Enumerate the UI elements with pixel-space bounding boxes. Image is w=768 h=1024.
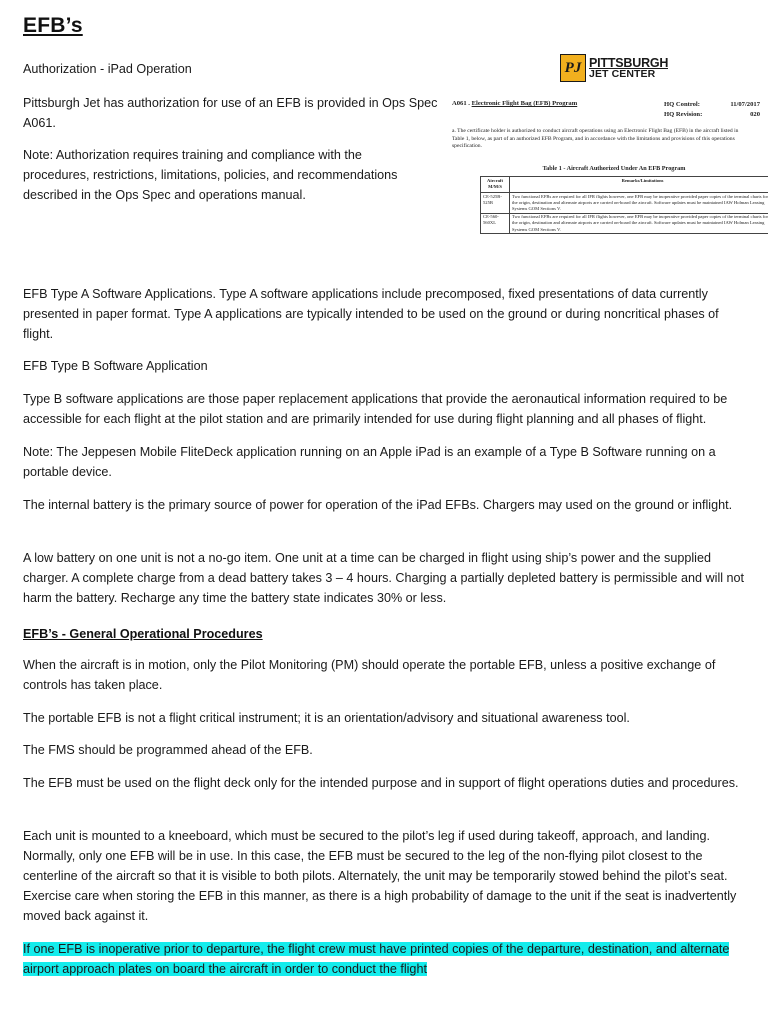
- inoperative-paragraph: [23, 940, 748, 980]
- remarks-cell: Two functional EFBs are required for all IFR flights however, one EFB may be inoperative provided paper copies of the terminal charts for the origin, destination and alternate airports are carried on-board the aircraft. Software updates must be maintained IAW Holman Leasing Systems GOM Sections V.: [510, 213, 768, 234]
- battery-paragraph: The internal battery is the primary source of power for operation of the iPad EFBs. Chargers may used on the ground or inflight.: [23, 498, 733, 512]
- logo-wordmark: [589, 55, 669, 80]
- kneeboard-paragraph: Each unit is mounted to a kneeboard, which must be secured to the pilot’s leg if used during takeoff, approach, and landing. Normally, only one EFB will be in use. In this case, the EFB must be secured to the leg of the non-flying pilot closest to the centerline of the aircraft so that it is visible to both pilots. Alternately, the unit may be temporarily stowed behind the pilot’s seat. Exercise care when storing the EFB in this manner, as there is a high probability of damage to the unit if the seat is inadvertently moved back against it.: [23, 829, 737, 923]
- page-title: EFB’s: [23, 14, 83, 37]
- column-aircraft: Aircraft M/M/S: [481, 177, 510, 193]
- table-row: [481, 213, 768, 234]
- column-remarks: Remarks/Limitations: [510, 177, 768, 193]
- inoperative-highlight: If one EFB is inoperative prior to departure, the flight crew must have printed copies of the departure, destination, and alternate airport approach plates on board the aircraft in order to conduct the flight: [23, 942, 730, 976]
- pittsburgh-jet-center-logo: [560, 52, 670, 84]
- general-procedures-heading: EFB’s - General Operational Procedures: [23, 627, 263, 641]
- ops-spec-paragraph: a. The certificate holder is authorized to conduct aircraft operations using an Electronic Flight Bag (EFB) in the aircraft listed in Table 1, below, as part of an authorized EFB Program, and in accordance with the limitations and provisions of this operations specification.: [452, 128, 739, 150]
- ops-spec-table-title: Table 1 - Aircraft Authorized Under An EFB Program: [542, 165, 686, 172]
- logo-badge-icon: PJ: [560, 54, 586, 82]
- type-a-paragraph: EFB Type A Software Applications. Type A software applications include precomposed, fixed presentations of data currently presented in paper format. Type A applications are typically intended to be used on the ground or during noncritical phases of flight.: [23, 287, 719, 341]
- ops-spec-header: [452, 98, 768, 120]
- authorization-heading: Authorization - iPad Operation: [23, 62, 192, 76]
- motion-paragraph: When the aircraft is in motion, only the Pilot Monitoring (PM) should operate the portable EFB, unless a positive exchange of controls has taken place.: [23, 658, 716, 692]
- aircraft-cell: CE-560-560XL: [481, 213, 510, 234]
- not-critical-paragraph: The portable EFB is not a flight critical instrument; it is an orientation/advisory and situational awareness tool.: [23, 711, 630, 725]
- ops-spec-number: A061 .: [452, 100, 470, 107]
- ops-spec-program: Electronic Flight Bag (EFB) Program: [471, 100, 578, 107]
- aircraft-cell: CE-525B-525B: [481, 193, 510, 214]
- type-b-paragraph: Type B software applications are those paper replacement applications that provide the aeronautical information required to be accessible for each flight at the pilot station and are primarily intended for use during flight planning and all phases of flight.: [23, 392, 728, 426]
- logo-line-1: PITTSBURGH: [589, 55, 669, 70]
- table-header-row: [481, 177, 768, 193]
- type-b-heading: EFB Type B Software Application: [23, 359, 208, 373]
- jeppesen-note: Note: The Jeppesen Mobile FliteDeck application running on an Apple iPad is an example of a Type B Software running on a portable device.: [23, 445, 716, 479]
- intended-use-paragraph: The EFB must be used on the flight deck only for the intended purpose and in support of flight operations duties and procedures.: [23, 776, 739, 790]
- hq-control-value: 11/07/2017: [730, 101, 760, 108]
- hq-control-label: HQ Control:: [664, 101, 700, 108]
- ops-spec-table: [480, 176, 768, 234]
- ops-spec-label: [452, 100, 577, 107]
- logo-line-2: JET CENTER: [589, 68, 668, 79]
- ops-spec-excerpt: [452, 98, 768, 273]
- hq-revision-label: HQ Revision:: [664, 111, 703, 118]
- remarks-cell: Two functional EFBs are required for all IFR flights however, one EFB may be inoperative provided paper copies of the terminal charts for the origin, destination and alternate airports are carried on-board the aircraft. Software updates must be maintained IAW Holman Leasing Systems GOM Sections V.: [510, 193, 768, 214]
- ops-spec-control-block: [664, 100, 760, 120]
- hq-revision-value: 020: [750, 111, 760, 118]
- table-row: [481, 193, 768, 214]
- low-battery-paragraph: A low battery on one unit is not a no-go item. One unit at a time can be charged in flight using ship’s power and the supplied charger. A complete charge from a dead battery takes 3 – 4 hours. Charging a partially depleted battery is permissible and will not harm the battery. Recharge any time the battery state indicates 30% or less.: [23, 551, 745, 605]
- authorization-statement: Pittsburgh Jet has authorization for use of an EFB is provided in Ops Spec A061.: [23, 96, 438, 130]
- authorization-note: Note: Authorization requires training and compliance with the procedures, restrictions, limitations, policies, and recommendations described in the Ops Spec and operations manual.: [23, 148, 398, 202]
- fms-paragraph: The FMS should be programmed ahead of the EFB.: [23, 743, 313, 757]
